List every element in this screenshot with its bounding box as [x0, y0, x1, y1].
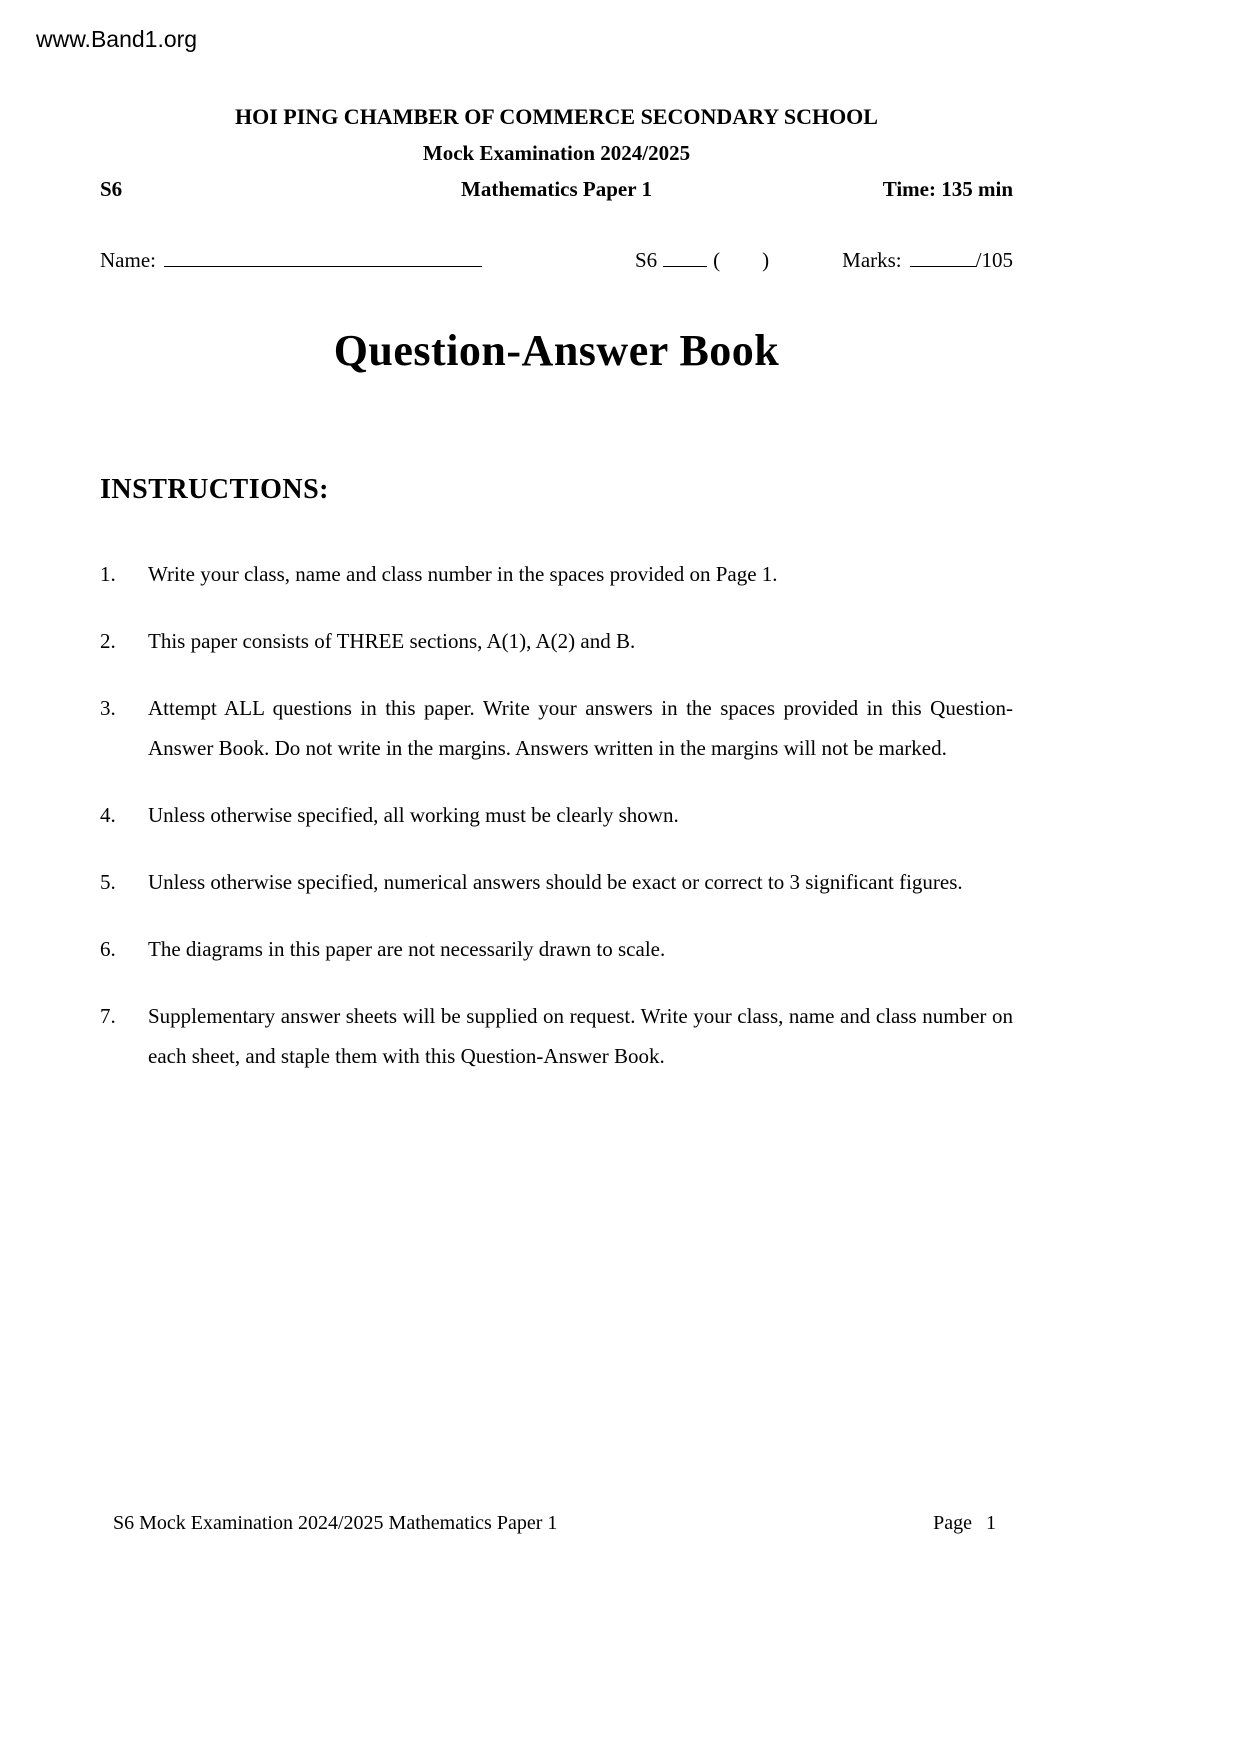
instruction-text: The diagrams in this paper are not necessarily drawn to scale. [148, 937, 666, 961]
instruction-item-6 [100, 929, 1013, 969]
footer-page-gap [972, 1512, 986, 1535]
instruction-item-3 [100, 688, 1013, 768]
instruction-number: 2. [100, 629, 116, 653]
marks-label: Marks: [842, 248, 902, 272]
instruction-item-4 [100, 795, 1013, 835]
instruction-text: This paper consists of THREE sections, A(1), A(2) and B. [148, 629, 636, 653]
marks-field [842, 246, 1013, 273]
instruction-number: 5. [100, 870, 116, 894]
class-number-paren-open: ( [713, 248, 721, 272]
footer-page-indicator [933, 1512, 996, 1535]
instruction-number: 6. [100, 937, 116, 961]
class-number-paren-close: ) [762, 248, 770, 272]
page-content [100, 104, 1013, 1103]
instruction-text: Attempt ALL questions in this paper. Write your answers in the spaces provided in this Question-Answer Book. Do not write in the margins. Answers written in the margins will not be marked. [148, 696, 1013, 760]
name-field [100, 246, 482, 273]
footer-paper-title: S6 Mock Examination 2024/2025 Mathematics Paper 1 [113, 1512, 558, 1534]
book-title: Question-Answer Book [333, 326, 780, 375]
instruction-number: 3. [100, 696, 116, 720]
instruction-number: 7. [100, 1004, 116, 1028]
class-level-label: S6 [100, 177, 123, 201]
school-name: HOI PING CHAMBER OF COMMERCE SECONDARY SCHOOL [235, 104, 878, 129]
instructions-heading: INSTRUCTIONS: [100, 474, 329, 505]
instruction-item-2 [100, 621, 1013, 661]
footer-page-number: 1 [986, 1512, 996, 1534]
marks-blank-line [910, 246, 976, 267]
instruction-text: Write your class, name and class number in the spaces provided on Page 1. [148, 562, 778, 586]
instruction-text: Supplementary answer sheets will be supplied on request. Write your class, name and class number on each sheet, and staple them with this Question-Answer Book. [148, 1004, 1013, 1068]
subject-title: Mathematics Paper 1 [461, 177, 652, 201]
site-watermark: www.Band1.org [36, 26, 198, 52]
instruction-item-7 [100, 996, 1013, 1076]
name-blank-line [164, 246, 482, 267]
instructions-list [100, 554, 1013, 1076]
time-allowed-label: Time: 135 min [882, 177, 1013, 201]
paper-header-row [100, 177, 1013, 202]
exam-title: Mock Examination 2024/2025 [422, 141, 691, 165]
page-footer [113, 1512, 996, 1535]
class-prefix-label: S6 [634, 248, 658, 272]
candidate-info-row [100, 246, 1013, 273]
instruction-item-5 [100, 862, 1013, 902]
instruction-number: 1. [100, 562, 116, 586]
instruction-number: 4. [100, 803, 116, 827]
instruction-item-1 [100, 554, 1013, 594]
instruction-text: Unless otherwise specified, numerical answers should be exact or correct to 3 significant figures. [148, 870, 963, 894]
instruction-text: Unless otherwise specified, all working must be clearly shown. [148, 803, 679, 827]
marks-total: /105 [975, 248, 1013, 272]
class-field [635, 246, 769, 273]
class-blank-line [663, 246, 707, 267]
footer-page-label: Page [933, 1512, 972, 1534]
name-label: Name: [100, 248, 156, 272]
